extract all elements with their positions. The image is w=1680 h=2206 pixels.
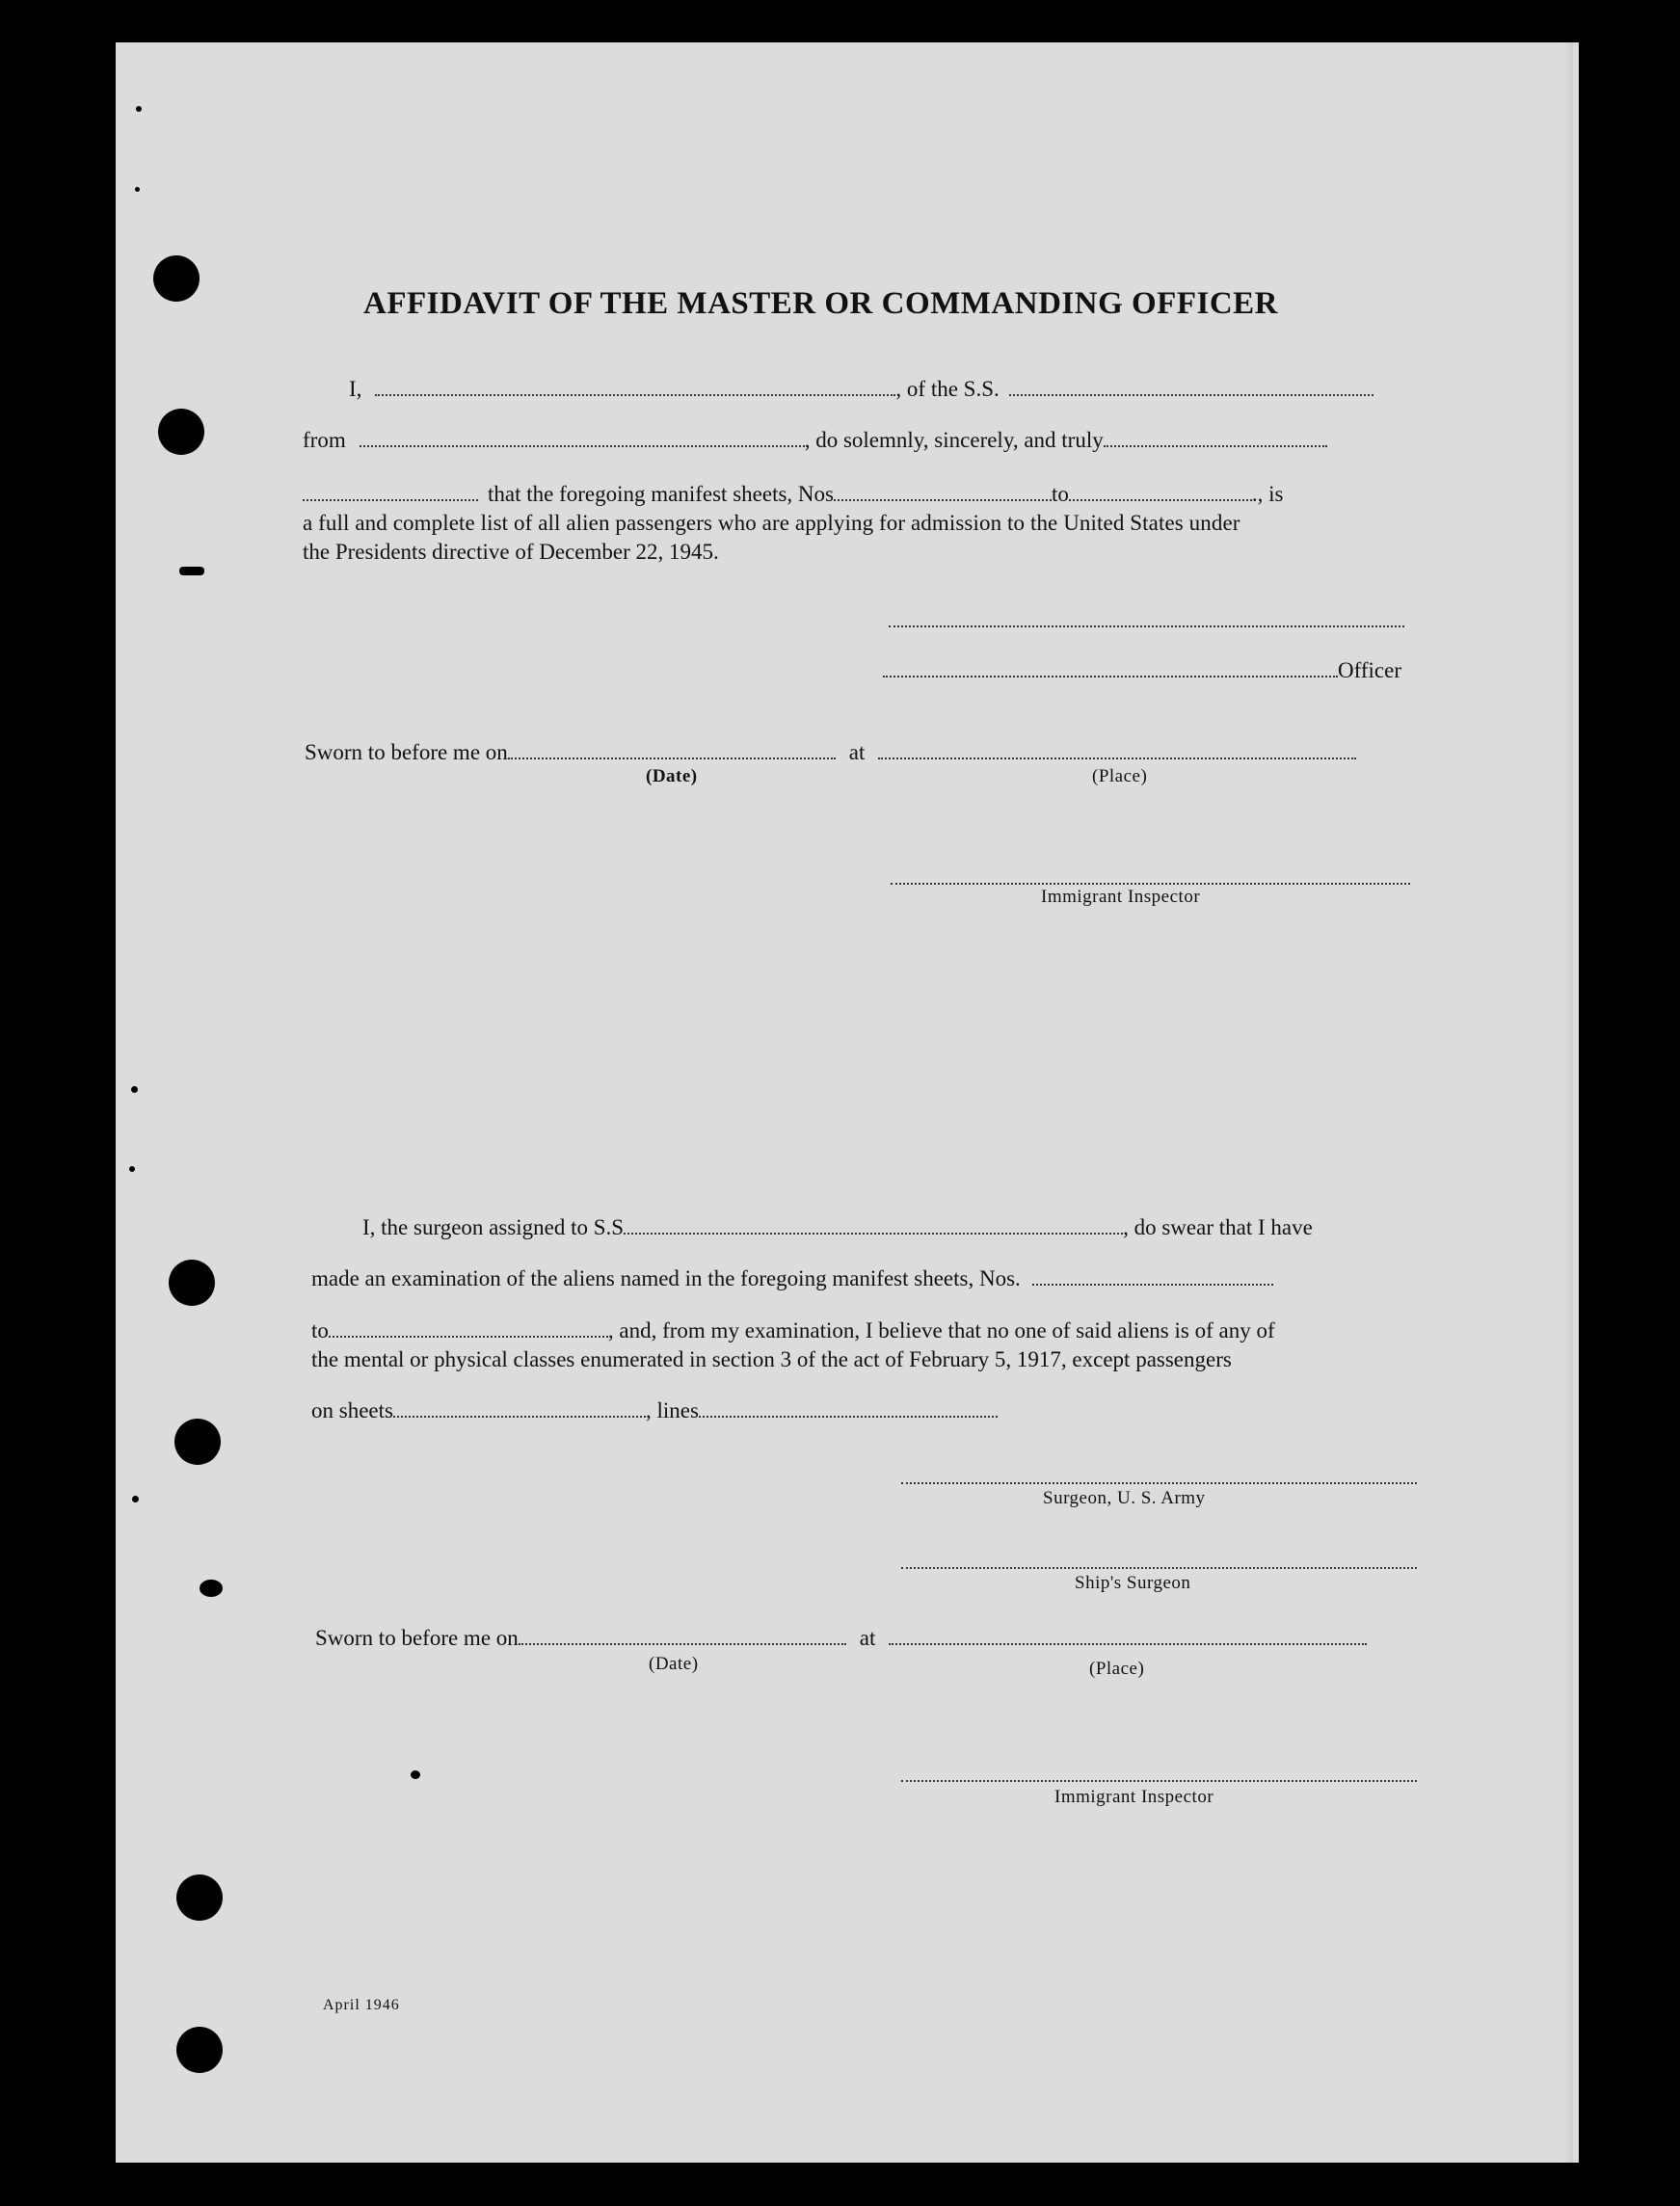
officer-signature-field[interactable] xyxy=(883,675,1338,678)
except-sheets-field[interactable] xyxy=(393,1415,646,1418)
speck xyxy=(132,1496,139,1502)
surgeon-line-1 xyxy=(362,1214,1313,1241)
do-swear-text: , do swear that I have xyxy=(1123,1215,1313,1239)
surgeon-assigned-text: I, the surgeon assigned to S.S xyxy=(362,1215,625,1239)
examination-text: made an examination of the aliens named in the foregoing manifest sheets, Nos. xyxy=(311,1266,1021,1290)
full-list-text: a full and complete list of all alien passengers who are applying for admission to the United States under xyxy=(303,511,1240,535)
at-label: at xyxy=(848,740,866,764)
sheet-to-field[interactable] xyxy=(1069,498,1252,501)
punch-hole xyxy=(174,1419,221,1465)
is-label: ., is xyxy=(1251,482,1284,506)
punch-hole xyxy=(176,1874,223,1921)
speck xyxy=(131,1086,138,1093)
mental-text: the mental or physical classes enumerated in section 3 of the act of February 5, 1917, except passengers xyxy=(311,1347,1232,1371)
directive-text: the Presidents directive of December 22, 1945. xyxy=(303,540,719,564)
and-from-text: , and, from my examination, I believe that no one of said aliens is of any of xyxy=(607,1318,1275,1342)
exam-sheets-to-field[interactable] xyxy=(329,1335,608,1338)
sheet-from-field[interactable] xyxy=(834,498,1052,501)
master-name-field[interactable] xyxy=(375,393,895,396)
ships-surgeon-signature-line[interactable] xyxy=(901,1566,1417,1569)
document-page xyxy=(116,42,1579,2163)
sworn-date-field[interactable] xyxy=(508,757,836,759)
surgeon-inspector-signature-line[interactable] xyxy=(901,1779,1417,1782)
page-edge-shadow xyxy=(1563,42,1573,2163)
master-line-3 xyxy=(303,481,1283,508)
of-ss-label: , of the S.S. xyxy=(895,377,1000,401)
speck xyxy=(135,187,140,192)
speck xyxy=(136,106,142,112)
speck xyxy=(179,567,204,575)
ships-surgeon-caption: Ship's Surgeon xyxy=(1075,1573,1191,1593)
surgeon-sworn-line xyxy=(315,1625,1367,1652)
inspector-caption: Immigrant Inspector xyxy=(1041,887,1201,907)
speck xyxy=(200,1580,223,1597)
surgeon-date-caption: (Date) xyxy=(649,1654,699,1674)
from-label: from xyxy=(303,428,346,452)
punch-hole xyxy=(169,1260,215,1306)
punch-hole xyxy=(158,409,204,455)
speck xyxy=(411,1770,420,1779)
surgeon-inspector-caption: Immigrant Inspector xyxy=(1054,1787,1214,1807)
oath-word-field[interactable] xyxy=(1104,444,1327,447)
place-caption: (Place) xyxy=(1092,766,1148,786)
surgeon-line-5 xyxy=(311,1397,998,1424)
surgeon-sworn-place-field[interactable] xyxy=(889,1642,1367,1645)
except-lines-field[interactable] xyxy=(699,1415,998,1418)
port-field[interactable] xyxy=(360,444,805,447)
on-sheets-label: on sheets xyxy=(311,1398,393,1422)
form-date: April 1946 xyxy=(323,1997,400,2013)
master-line-2 xyxy=(303,427,1327,454)
to-label: to xyxy=(1051,482,1069,506)
i-label: I, xyxy=(349,377,362,401)
surgeon-place-caption: (Place) xyxy=(1089,1659,1145,1679)
army-surgeon-caption: Surgeon, U. S. Army xyxy=(1043,1488,1206,1508)
master-signature-line[interactable] xyxy=(889,625,1404,627)
at-label: at xyxy=(859,1626,876,1650)
exam-sheets-field[interactable] xyxy=(1032,1283,1273,1286)
army-surgeon-signature-line[interactable] xyxy=(901,1481,1417,1484)
to-label: to xyxy=(311,1318,329,1342)
master-paragraph xyxy=(303,509,1240,567)
officer-label: Officer xyxy=(1338,658,1401,682)
ship-name-field[interactable] xyxy=(1009,393,1373,396)
master-sworn-line xyxy=(305,739,1356,766)
sworn-label: Sworn to before me on xyxy=(315,1626,519,1650)
surgeon-line-3 xyxy=(311,1317,1275,1344)
date-caption: (Date) xyxy=(646,766,698,786)
inspector-signature-line[interactable] xyxy=(891,882,1410,885)
punch-hole xyxy=(153,255,200,302)
manifest-text: that the foregoing manifest sheets, Nos xyxy=(488,482,834,506)
surgeon-line-2 xyxy=(311,1265,1273,1292)
solemnly-text: , do solemnly, sincerely, and truly xyxy=(804,428,1104,452)
sworn-place-field[interactable] xyxy=(878,757,1356,759)
punch-hole xyxy=(176,2027,223,2073)
speck xyxy=(129,1166,135,1172)
page-title: AFFIDAVIT OF THE MASTER OR COMMANDING OFFICER xyxy=(363,286,1278,321)
oath-word-field-2[interactable] xyxy=(303,498,478,501)
sworn-label: Sworn to before me on xyxy=(305,740,508,764)
surgeon-sworn-date-field[interactable] xyxy=(519,1642,846,1645)
officer-line xyxy=(883,657,1401,684)
master-line-1 xyxy=(349,376,1373,403)
surgeon-ship-field[interactable] xyxy=(624,1232,1123,1235)
lines-label: , lines xyxy=(645,1398,699,1422)
